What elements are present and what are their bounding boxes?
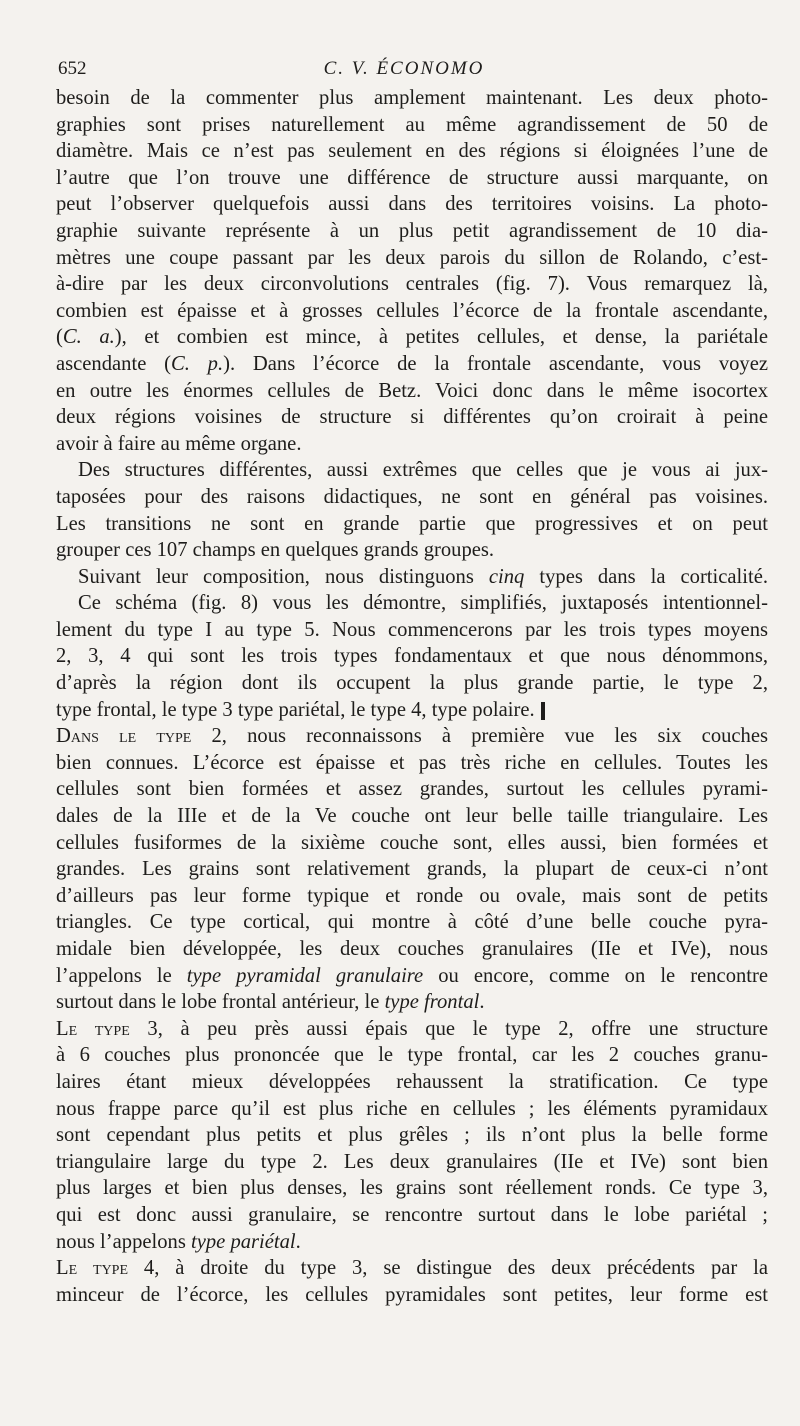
- text-line: [56, 1282, 768, 1309]
- text-segment: graphie suivante représente à un plus petit agrandissement de 10 dia-: [56, 219, 768, 242]
- text-segment: cellules fusiformes de la sixième couche sont, elles aussi, bien formées et: [56, 831, 768, 854]
- text-segment: graphies sont prises naturellement au même agrandissement de 50 de: [56, 113, 768, 136]
- text-line: [56, 564, 768, 591]
- running-head: C. V. ÉCONOMO: [323, 58, 485, 79]
- text-segment: en outre les énormes cellules de Betz. Voici donc dans le même isocortex: [56, 379, 768, 402]
- text-line: [56, 537, 768, 564]
- small-caps-text: Le type: [56, 1257, 129, 1280]
- text-line: [56, 989, 768, 1016]
- small-caps-text: Le type: [56, 1017, 130, 1040]
- italic-text: cinq: [488, 565, 525, 588]
- text-segment: 2, 3, 4 qui sont les trois types fondamentaux et que nous dénommons,: [56, 645, 768, 668]
- text-segment: ). Dans l’écorce de la frontale ascendante, vous voyez: [223, 352, 768, 375]
- text-segment: qui est donc aussi granulaire, se rencontre surtout dans le lobe pariétal ;: [56, 1203, 768, 1226]
- text-line: [56, 138, 768, 165]
- italic-text: type pyramidal granulaire: [186, 964, 424, 987]
- text-segment: bien connues. L’écorce est épaisse et pas très riche en cellules. Toutes les: [56, 751, 768, 774]
- text-line: [56, 803, 768, 830]
- text-segment: ou encore, comme on le rencontre: [423, 964, 768, 987]
- text-segment: .: [479, 991, 485, 1014]
- text-segment: grandes. Les grains sont relativement grands, la plupart de ceux-ci n’ont: [56, 858, 768, 881]
- text-segment: lement du type I au type 5. Nous commencerons par les trois types moyens: [56, 618, 768, 641]
- text-line: [56, 271, 768, 298]
- text-segment: triangulaire large du type 2. Les deux granulaires (IIe et IVe) sont bien: [56, 1150, 768, 1173]
- text-segment: Les transitions ne sont en grande partie que progressives et on peut: [56, 512, 768, 535]
- small-caps-text: Dans le type: [56, 725, 192, 748]
- text-segment: peut l’observer quelquefois aussi dans des territoires voisins. La photo-: [56, 193, 768, 216]
- text-line: [56, 1096, 768, 1123]
- text-line: [56, 457, 768, 484]
- text-line: [56, 85, 768, 112]
- text-segment: plus larges et bien plus denses, les grains sont réellement ronds. Ce type 3,: [56, 1177, 768, 1200]
- text-segment: triangles. Ce type cortical, qui montre à côté d’une belle couche pyra-: [56, 911, 768, 934]
- text-line: [56, 1042, 768, 1069]
- text-line: [56, 1122, 768, 1149]
- text-line: [56, 697, 768, 724]
- text-line: [56, 590, 768, 617]
- text-segment: Des structures différentes, aussi extrêmes que celles que je vous ai jux-: [78, 459, 768, 482]
- text-segment: grouper ces 107 champs en quelques grands groupes.: [56, 539, 495, 562]
- text-line: [56, 1069, 768, 1096]
- text-segment: type frontal, le type 3 type pariétal, le type 4, type polaire.: [56, 698, 535, 721]
- text-segment: avoir à faire au même organe.: [56, 432, 302, 455]
- text-line: [56, 404, 768, 431]
- text-line: [56, 776, 768, 803]
- text-segment: 2, nous reconnaissons à première vue les six couches: [191, 725, 768, 748]
- text-segment: sont cependant plus petits et plus grêles ; ils n’ont plus la belle forme: [56, 1124, 768, 1147]
- text-segment: surtout dans le lobe frontal antérieur, le: [56, 991, 385, 1014]
- text-segment: ), et combien est mince, à petites cellules, et dense, la pariétale: [114, 326, 768, 349]
- text-segment: d’ailleurs pas leur forme typique et ronde ou ovale, mais sont de petits: [56, 884, 768, 907]
- text-line: [56, 245, 768, 272]
- text-segment: 4, à droite du type 3, se distingue des deux précédents par la: [128, 1257, 768, 1280]
- text-segment: à 6 couches plus prononcée que le type frontal, car les 2 couches granu-: [56, 1044, 768, 1067]
- text-line: [56, 1202, 768, 1229]
- body-text: [56, 85, 768, 1308]
- text-line: [56, 723, 768, 750]
- text-line: [56, 298, 768, 325]
- text-line: [56, 963, 768, 990]
- text-line: [56, 431, 768, 458]
- page-header: [58, 58, 750, 86]
- text-line: [56, 643, 768, 670]
- text-line: [56, 165, 768, 192]
- text-line: [56, 112, 768, 139]
- margin-mark: [541, 702, 545, 720]
- text-line: [56, 191, 768, 218]
- text-line: [56, 484, 768, 511]
- text-segment: taposées pour des raisons didactiques, ne sont en général pas voisines.: [56, 485, 768, 508]
- text-segment: (: [56, 326, 63, 349]
- text-line: [56, 511, 768, 538]
- italic-text: C. p.: [170, 352, 224, 375]
- italic-text: type frontal: [384, 991, 480, 1014]
- text-line: [56, 830, 768, 857]
- page-number: 652: [58, 58, 87, 79]
- text-line: [56, 670, 768, 697]
- text-segment: types dans la corticalité.: [524, 565, 768, 588]
- text-line: [56, 883, 768, 910]
- text-segment: l’autre que l’on trouve une différence de structure aussi marquante, on: [56, 166, 768, 189]
- text-line: [56, 936, 768, 963]
- text-line: [56, 1229, 768, 1256]
- text-segment: l’appelons le: [56, 964, 187, 987]
- text-segment: à-dire par les deux circonvolutions centrales (fig. 7). Vous remarquez là,: [56, 273, 768, 296]
- text-segment: mètres une coupe passant par les deux parois du sillon de Rolando, c’est-: [56, 246, 768, 269]
- text-line: [56, 1255, 768, 1282]
- text-segment: nous l’appelons: [56, 1230, 191, 1253]
- text-line: [56, 750, 768, 777]
- text-segment: besoin de la commenter plus amplement maintenant. Les deux photo-: [56, 87, 768, 109]
- text-segment: ascendante (: [56, 352, 171, 375]
- text-segment: nous frappe parce qu’il est plus riche en cellules ; les éléments pyramidaux: [56, 1097, 768, 1120]
- text-segment: 3, à peu près aussi épais que le type 2, offre une structure: [129, 1017, 768, 1040]
- text-segment: Ce schéma (fig. 8) vous les démontre, simplifiés, juxtaposés intentionnel-: [78, 592, 768, 615]
- text-segment: dales de la IIIe et de la Ve couche ont leur belle taille triangulaire. Les: [56, 805, 768, 828]
- text-line: [56, 1149, 768, 1176]
- italic-text: C. a.: [62, 326, 115, 349]
- text-segment: .: [295, 1230, 301, 1253]
- text-segment: diamètre. Mais ce n’est pas seulement en des régions si éloignées l’une de: [56, 140, 768, 163]
- text-segment: deux régions voisines de structure si différentes qu’on croirait à peine: [56, 406, 768, 429]
- text-line: [56, 856, 768, 883]
- text-segment: combien est épaisse et à grosses cellules l’écorce de la frontale ascendante,: [56, 299, 768, 322]
- text-segment: midale bien développée, les deux couches granulaires (IIe et IVe), nous: [56, 938, 768, 960]
- text-line: [56, 1016, 768, 1043]
- text-segment: minceur de l’écorce, les cellules pyramidales sont petites, leur forme est: [56, 1283, 768, 1306]
- text-line: [56, 324, 768, 351]
- text-line: [56, 351, 768, 378]
- text-segment: cellules sont bien formées et assez grandes, surtout les cellules pyrami-: [56, 778, 768, 801]
- text-line: [56, 218, 768, 245]
- text-segment: Suivant leur composition, nous distinguons: [78, 565, 489, 588]
- text-segment: laires étant mieux développées rehaussent la stratification. Ce type: [56, 1070, 768, 1093]
- text-line: [56, 1175, 768, 1202]
- text-line: [56, 909, 768, 936]
- text-line: [56, 378, 768, 405]
- text-line: [56, 617, 768, 644]
- italic-text: type pariétal: [191, 1230, 296, 1253]
- text-segment: d’après la région dont ils occupent la plus grande partie, le type 2,: [56, 672, 768, 695]
